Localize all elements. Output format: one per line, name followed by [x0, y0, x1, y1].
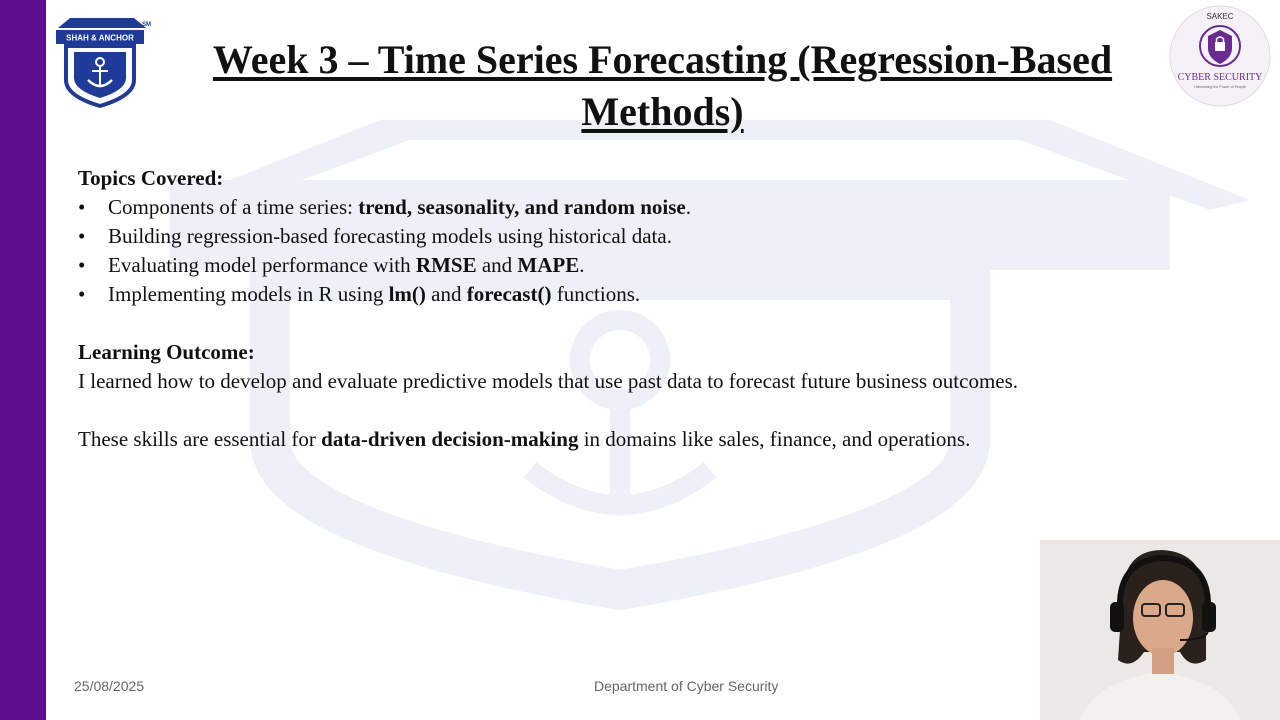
bold-term: MAPE	[517, 253, 580, 277]
topic-list-item	[78, 193, 1178, 222]
presenter-video	[1040, 540, 1280, 720]
text-run: functions.	[551, 282, 641, 306]
sakec-cyber-security-logo	[1168, 4, 1272, 108]
logo-sm-mark: SM	[142, 22, 151, 28]
text-run: and	[425, 282, 467, 306]
footer-date: 25/08/2025	[74, 678, 145, 694]
sidebar-accent-bar	[0, 0, 46, 720]
topic-list-item	[78, 222, 1178, 251]
logo-banner-text: SHAH & ANCHOR	[66, 33, 134, 43]
slide-content	[78, 164, 1178, 454]
topic-list-item	[78, 280, 1178, 309]
text-run: .	[579, 253, 585, 277]
footer-department: Department of Cyber Security	[594, 678, 779, 694]
logo-top-text: SAKEC	[1206, 12, 1234, 21]
topics-list	[78, 193, 1178, 309]
topic-list-item	[78, 251, 1178, 280]
learning-outcome-text: I learned how to develop and evaluate predictive models that use past data to forecast future business outcomes.	[78, 369, 1019, 393]
bullet-icon: •	[78, 224, 86, 248]
bold-term: forecast()	[466, 282, 552, 306]
bullet-icon: •	[78, 282, 86, 306]
bullet-icon: •	[78, 195, 86, 219]
shah-anchor-logo	[52, 16, 152, 108]
logo-tagline: Harnessing the Power of People	[1194, 85, 1246, 89]
slide-title: Week 3 – Time Series Forecasting (Regression-Based Methods)	[212, 37, 1113, 134]
text-run: Evaluating model performance with	[108, 253, 416, 277]
topics-heading: Topics Covered:	[78, 166, 224, 190]
text-run: and	[476, 253, 518, 277]
bold-term: data-driven decision-making	[321, 427, 579, 451]
webcam-overlay	[1040, 540, 1280, 720]
bold-term: trend, seasonality, and random noise	[358, 195, 686, 219]
bold-term: RMSE	[415, 253, 477, 277]
text-run: in domains like sales, finance, and operations.	[578, 427, 971, 451]
logo-main-text: CYBER SECURITY	[1177, 72, 1263, 83]
skills-sentence	[78, 425, 1178, 454]
text-run: .	[685, 195, 691, 219]
bold-term: lm()	[388, 282, 426, 306]
text-run: Components of a time series:	[108, 195, 359, 219]
text-run: Implementing models in R using	[108, 282, 389, 306]
text-run: These skills are essential for	[78, 427, 322, 451]
learning-heading: Learning Outcome:	[78, 340, 255, 364]
bullet-icon: •	[78, 253, 86, 277]
text-run: Building regression-based forecasting models using historical data.	[108, 224, 672, 248]
